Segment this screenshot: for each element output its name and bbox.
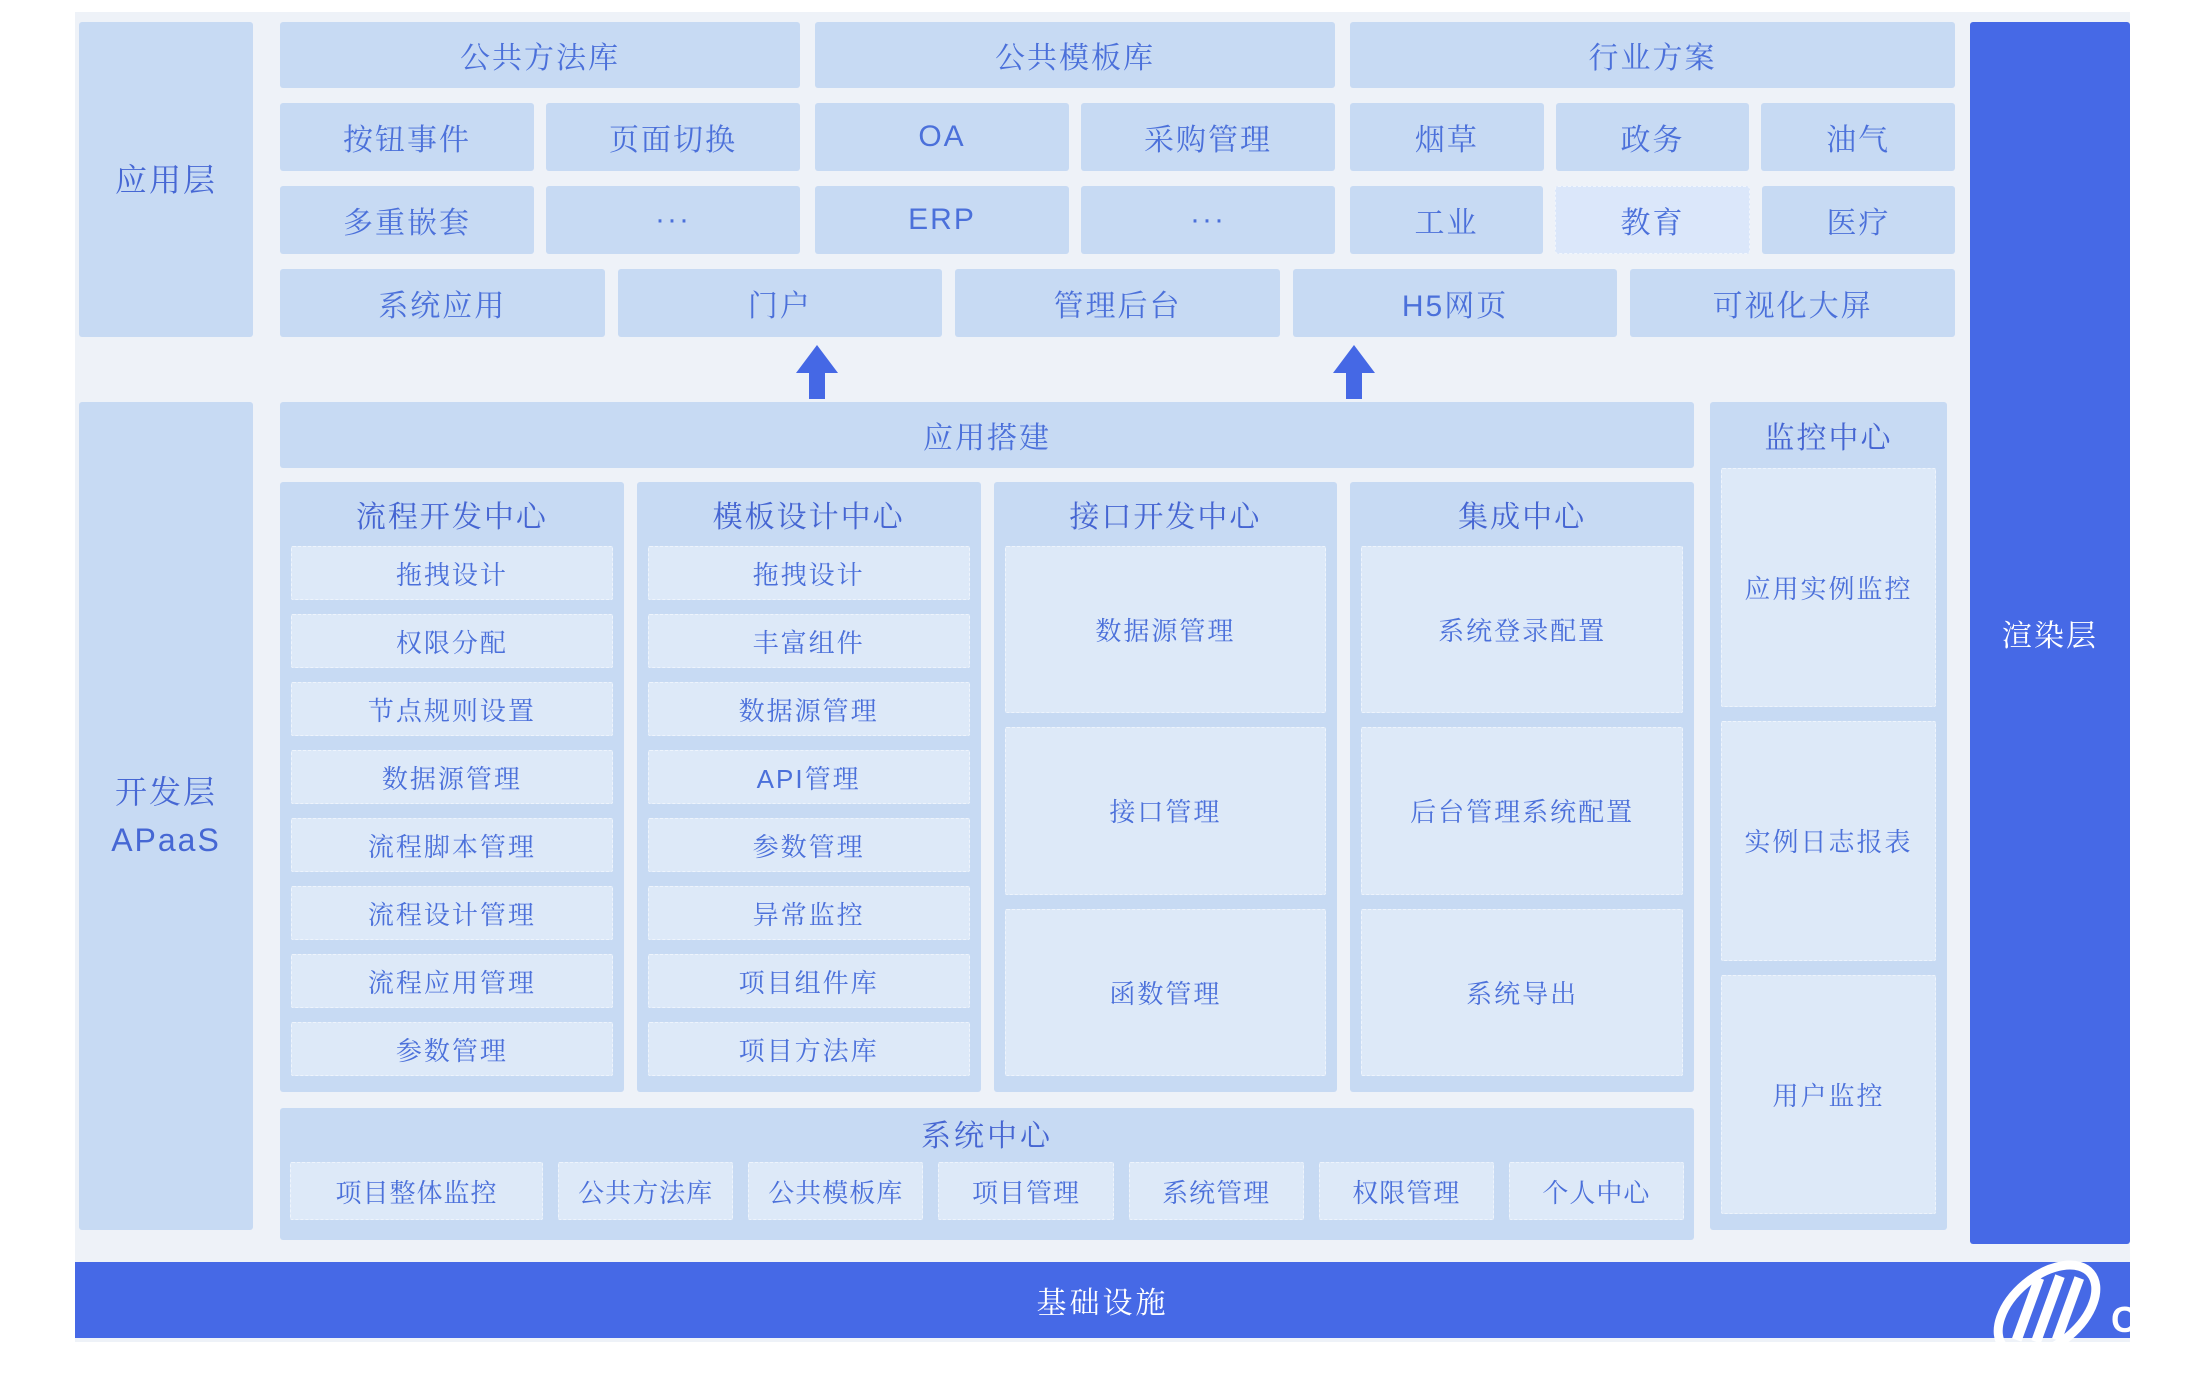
development-layer-label <box>79 402 253 1230</box>
app-cell: 烟草 <box>1350 103 1544 171</box>
group-industry-solutions <box>1350 22 1955 254</box>
system-center-block <box>280 1108 1694 1240</box>
channel-box: 系统应用 <box>280 269 605 337</box>
channel-box: 管理后台 <box>955 269 1280 337</box>
system-center-item: 系统管理 <box>1129 1162 1304 1220</box>
app-cell: 按钮事件 <box>280 103 534 171</box>
system-center-header: 系统中心 <box>921 1120 1053 1153</box>
monitor-center-column <box>1710 402 1947 1230</box>
app-cell-ellipsis: ··· <box>1081 186 1335 254</box>
application-layer-label <box>79 22 253 337</box>
development-layer-text-cn: 开发层 <box>114 774 217 810</box>
channel-box: H5网页 <box>1293 269 1618 337</box>
app-cell: 页面切换 <box>546 103 800 171</box>
app-cell: 工业 <box>1350 186 1543 254</box>
group-row <box>815 103 1335 171</box>
group-header: 公共方法库 <box>280 22 800 88</box>
group-header: 行业方案 <box>1350 22 1955 88</box>
column-item: 参数管理 <box>291 1022 613 1076</box>
column-items <box>291 546 613 1076</box>
group-row <box>1350 186 1955 254</box>
column-item: 拖拽设计 <box>648 546 970 600</box>
column-interface-dev-center <box>994 482 1338 1092</box>
system-center-item: 公共模板库 <box>748 1162 923 1220</box>
column-item: 函数管理 <box>1005 909 1327 1076</box>
app-build-header: 应用搭建 <box>280 402 1694 468</box>
column-items <box>1005 546 1327 1076</box>
up-arrow-icon <box>1332 345 1376 399</box>
column-header: 集成中心 <box>1458 501 1587 534</box>
system-center-items <box>290 1162 1684 1220</box>
system-center-item: 公共方法库 <box>558 1162 733 1220</box>
app-cell: 多重嵌套 <box>280 186 534 254</box>
channel-box: 可视化大屏 <box>1630 269 1955 337</box>
column-item: 权限分配 <box>291 614 613 668</box>
monitor-item: 实例日志报表 <box>1721 721 1936 960</box>
app-cell: ERP <box>815 186 1069 254</box>
column-integration-center <box>1350 482 1694 1092</box>
app-cell: 医疗 <box>1762 186 1955 254</box>
group-row <box>280 103 800 171</box>
brand-logo-icon <box>1985 1252 2190 1377</box>
channel-row <box>280 269 1955 337</box>
column-header: 流程开发中心 <box>355 501 548 534</box>
column-item: 拖拽设计 <box>291 546 613 600</box>
system-center-item: 权限管理 <box>1319 1162 1494 1220</box>
up-arrow-icon <box>795 345 839 399</box>
dev-center-columns <box>280 482 1694 1092</box>
column-item: 项目方法库 <box>648 1022 970 1076</box>
group-row <box>280 186 800 254</box>
app-cell: 油气 <box>1761 103 1955 171</box>
column-item: API管理 <box>648 750 970 804</box>
column-item: 项目组件库 <box>648 954 970 1008</box>
app-cell: 政务 <box>1556 103 1750 171</box>
column-process-dev-center <box>280 482 624 1092</box>
column-items <box>1721 468 1936 1214</box>
monitor-item: 应用实例监控 <box>1721 468 1936 707</box>
diagram-canvas <box>75 12 2130 1342</box>
system-center-item: 项目管理 <box>938 1162 1113 1220</box>
column-item: 系统导出 <box>1361 909 1683 1076</box>
group-row <box>1350 103 1955 171</box>
system-center-item: 项目整体监控 <box>290 1162 543 1220</box>
column-item: 系统登录配置 <box>1361 546 1683 713</box>
infrastructure-text: 基础设施 <box>1036 1287 1169 1320</box>
column-item: 数据源管理 <box>648 682 970 736</box>
app-cell: OA <box>815 103 1069 171</box>
column-item: 参数管理 <box>648 818 970 872</box>
column-item: 后台管理系统配置 <box>1361 727 1683 894</box>
app-cell: 采购管理 <box>1081 103 1335 171</box>
group-public-template-library <box>815 22 1335 254</box>
group-header: 公共模板库 <box>815 22 1335 88</box>
system-center-item: 个人中心 <box>1509 1162 1684 1220</box>
logo-text: CA <box>2111 1299 2163 1340</box>
column-item: 接口管理 <box>1005 727 1327 894</box>
column-item: 数据源管理 <box>291 750 613 804</box>
application-layer-text: 应用层 <box>114 161 217 198</box>
column-header: 接口开发中心 <box>1069 501 1262 534</box>
group-row <box>815 186 1335 254</box>
app-cell-ellipsis: ··· <box>546 186 800 254</box>
render-layer-bar <box>1970 22 2130 1244</box>
column-items <box>1361 546 1683 1076</box>
column-items <box>648 546 970 1076</box>
column-item: 数据源管理 <box>1005 546 1327 713</box>
group-public-method-library <box>280 22 800 254</box>
logo-subtext: 电科 <box>2113 1349 2161 1376</box>
column-item: 流程设计管理 <box>291 886 613 940</box>
app-cell-highlighted: 教育 <box>1555 186 1750 254</box>
column-header: 监控中心 <box>1764 422 1893 455</box>
infrastructure-bar <box>75 1262 2130 1338</box>
column-item: 丰富组件 <box>648 614 970 668</box>
column-header: 模板设计中心 <box>712 501 905 534</box>
render-layer-text: 渲染层 <box>2002 620 2098 653</box>
monitor-item: 用户监控 <box>1721 975 1936 1214</box>
column-item: 节点规则设置 <box>291 682 613 736</box>
column-item: 流程应用管理 <box>291 954 613 1008</box>
development-layer-text-en: APaaS <box>111 822 221 858</box>
column-item: 异常监控 <box>648 886 970 940</box>
column-template-design-center <box>637 482 981 1092</box>
column-item: 流程脚本管理 <box>291 818 613 872</box>
channel-box: 门户 <box>618 269 943 337</box>
